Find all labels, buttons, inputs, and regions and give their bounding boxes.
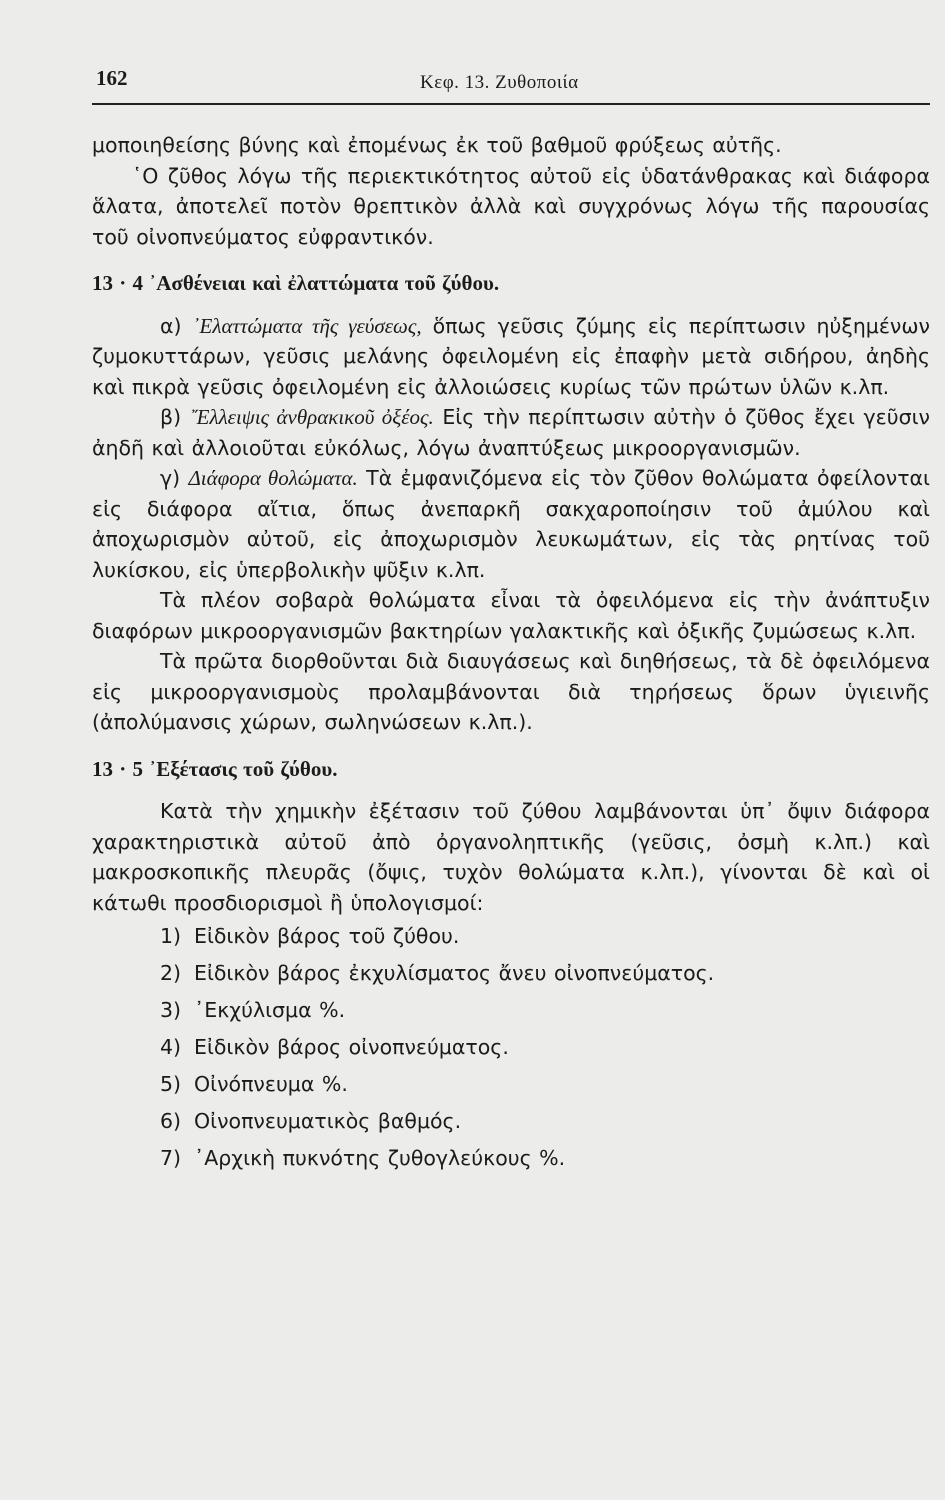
list-item-number: 2) (160, 961, 182, 985)
item-g-text: Τὰ ἐμφανιζόμενα εἰς τὸν ζῦθον θολώματα ὀφείλονται εἰς διάφορα αἴτια, ὅπως ἀνεπαρκῆ σακχαροποίησιν τοῦ ἀμύλου καὶ ἀποχωρισμὸν αὐτοῦ, εἰς ἀποχωρισμὸν λευκωμάτων, εἰς τὰς ρητίνας τοῦ λυκίσκου, εἰς ὑπερβολικὴν ψῦξιν κ.λπ. (92, 466, 930, 582)
item-a-paragraph (92, 311, 930, 403)
item-a-marker: α) (160, 313, 193, 338)
list-item (92, 1103, 930, 1140)
list-item-number: 4) (160, 1035, 182, 1059)
list-item-text: ᾿Αρχικὴ πυκνότης ζυθογλεύκους %. (194, 1146, 566, 1170)
paragraph-continued: μοποιηθείσης βύνης καὶ ἐπομένως ἐκ τοῦ βαθμοῦ φρύξεως αὐτῆς. (92, 133, 782, 157)
item-g-marker: γ) (160, 466, 189, 490)
item-g-paragraph (92, 463, 930, 585)
list-item-number: 7) (160, 1146, 182, 1170)
list-item-text: ᾿Εκχύλισμα %. (194, 998, 346, 1022)
list-item (92, 955, 930, 992)
list-item-text: Εἰδικὸν βάρος ἐκχυλίσματος ἄνευ οἰνοπνεύματος. (194, 961, 715, 985)
item-b-title: ῎Ελλειψις ἀνθρακικοῦ ὀξέος. (189, 405, 434, 429)
page-number: 162 (96, 66, 128, 90)
paragraph-serious-haze: Τὰ πλέον σοβαρὰ θολώματα εἶναι τὰ ὀφειλόμενα εἰς τὴν ἀνάπτυξιν διαφόρων μικροοργανισμῶν βακτηρίων γαλακτικῆς καὶ ὀξικῆς ζυμώσεως κ.λπ. (92, 588, 930, 643)
list-item-number: 5) (160, 1072, 182, 1096)
running-head: Κεφ. 13. Ζυθοποιία (420, 72, 579, 93)
paragraph-beer-nutrition: ῾Ο ζῦθος λόγω τῆς περιεκτικότητος αὐτοῦ εἰς ὑδατάνθρακας καὶ διάφορα ἅλατα, ἀποτελεῖ ποτὸν θρεπτικὸν ἀλλὰ καὶ συγχρόνως λόγω τῆς παρουσίας τοῦ οἰνοπνεύματος εὐφραντικόν. (92, 163, 930, 249)
item-a-title: ᾿Ελαττώματα τῆς γεύσεως, (192, 313, 422, 338)
list-item-text: Εἰδικὸν βάρος τοῦ ζύθου. (194, 924, 460, 948)
list-item (92, 1029, 930, 1066)
section-heading-13-5: 13 · 5 ᾿Εξέτασις τοῦ ζύθου. (92, 756, 338, 781)
item-b-marker: β) (160, 405, 190, 429)
header-rule (92, 103, 930, 105)
list-item-number: 3) (160, 998, 182, 1022)
item-a-text: ὅπως γεῦσις ζύμης εἰς περίπτωσιν ηὐξημένων ζυμοκυττάρων, γεῦσις μελάνης ὀφειλομένη εἰς ἐπαφὴν μετὰ σιδήρου, ἀηδὴς καὶ πικρὰ γεῦσις ὀφειλομένη εἰς ἀλλοιώσεις κυρίως τῶν πρώτων ὑλῶν κ.λπ. (92, 313, 931, 399)
section-heading-13-4: 13 · 4 ᾿Ασθένειαι καὶ ἐλαττώματα τοῦ ζύθου. (92, 271, 500, 295)
list-item (92, 1140, 930, 1177)
list-item-number: 6) (160, 1109, 182, 1133)
list-item (92, 1066, 930, 1103)
item-b-text: Εἰς τὴν περίπτωσιν αὐτὴν ὁ ζῦθος ἔχει γεῦσιν ἀηδῆ καὶ ἀλλοιοῦται εὐκόλως, λόγω ἀναπτύξεως μικροοργανισμῶν. (92, 405, 930, 460)
list-item-number: 1) (160, 924, 182, 948)
list-item (92, 918, 930, 955)
item-b-paragraph (92, 402, 930, 463)
paragraph-correction: Τὰ πρῶτα διορθοῦνται διὰ διαυγάσεως καὶ διηθήσεως, τὰ δὲ ὀφειλόμενα εἰς μικροοργανισμοὺς προλαμβάνονται διὰ τηρήσεως ὅρων ὑγιεινῆς (ἀπολύμανσις χώρων, σωληνώσεων κ.λπ.). (92, 649, 930, 734)
list-item-text: Εἰδικὸν βάρος οἰνοπνεύματος. (194, 1035, 509, 1059)
list-item (92, 992, 930, 1029)
item-g-title: Διάφορα θολώματα. (188, 466, 358, 490)
paragraph-exam-intro: Κατὰ τὴν χημικὴν ἐξέτασιν τοῦ ζύθου λαμβάνονται ὑπ᾿ ὄψιν διάφορα χαρακτηριστικὰ αὐτοῦ ἀπὸ ὀργανοληπτικῆς (γεῦσις, ὀσμὴ κ.λπ.) καὶ μακροσκοπικῆς πλευρᾶς (ὄψις, τυχὸν θολώματα κ.λπ.), γίνονται δὲ καὶ οἱ κάτωθι προσδιορισμοὶ ἢ ὑπολογισμοί: (92, 799, 930, 915)
page-body (92, 130, 930, 1177)
list-item-text: Οἰνόπνευμα %. (194, 1072, 348, 1096)
list-item-text: Οἰνοπνευματικὸς βαθμός. (194, 1109, 462, 1133)
determinations-list (92, 918, 930, 1177)
